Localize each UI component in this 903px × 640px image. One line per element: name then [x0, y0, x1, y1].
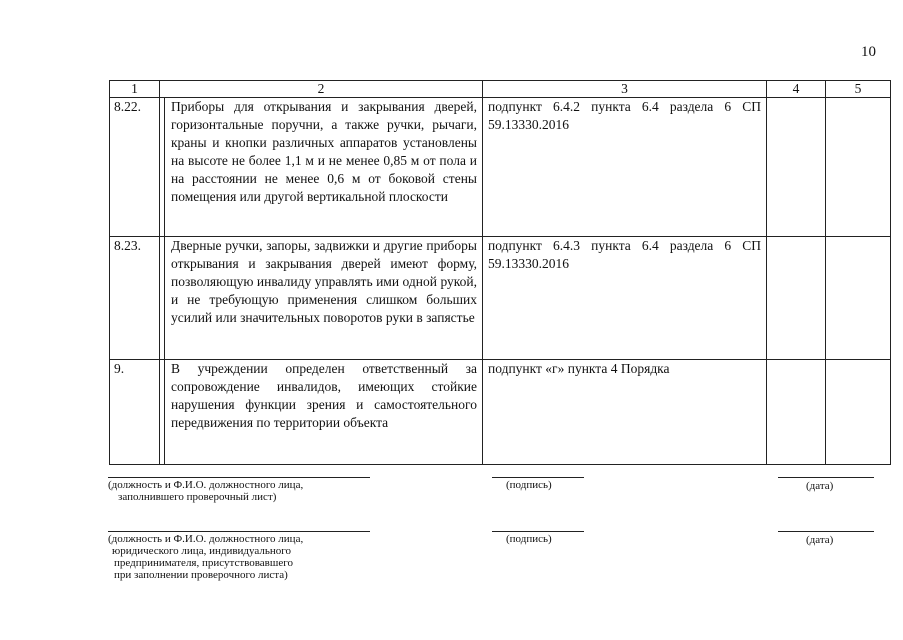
requirement-cell	[160, 98, 483, 237]
requirement-text: В учреждении определен ответственный за сопровождение инвалидов, имеющих стойкие нарушения функции зрения и самостоятельного передвижения по территории объекта	[164, 360, 482, 464]
header-cell-5: 5	[826, 81, 891, 98]
answer-cell-5[interactable]	[826, 98, 891, 237]
requirement-cell	[160, 360, 483, 465]
date-label: (дата)	[806, 480, 834, 492]
signature-label: (подпись)	[506, 479, 552, 491]
row-number: 8.23.	[110, 237, 160, 360]
date-line	[778, 477, 874, 478]
answer-cell-4[interactable]	[767, 98, 826, 237]
position-label: предпринимателя, присутствовавшего	[114, 557, 293, 569]
signature-line	[492, 477, 584, 478]
position-label: при заполнении проверочного листа)	[114, 569, 288, 581]
reference-text: подпункт 6.4.2 пункта 6.4 раздела 6 СП 59.13330.2016	[483, 98, 767, 237]
date-label: (дата)	[806, 534, 834, 546]
reference-text: подпункт «г» пункта 4 Порядка	[483, 360, 767, 465]
requirement-text: Дверные ручки, запоры, задвижки и другие приборы открывания и закрывания дверей имеют форму, позволяющую инвалиду управлять ими одной рукой, и не требующую применения слишком больших усилий или значительных поворотов руки в запястье	[164, 237, 482, 359]
position-label: (должность и Ф.И.О. должностного лица,	[108, 533, 304, 545]
reference-text: подпункт 6.4.3 пункта 6.4 раздела 6 СП 59.13330.2016	[483, 237, 767, 360]
table-row	[110, 237, 891, 360]
requirement-text: Приборы для открывания и закрывания дверей, горизонтальные поручни, а также ручки, рычаги, краны и кнопки различных аппаратов установлены на высоте не более 1,1 м и не менее 0,85 м от пола и на расстоянии не менее 0,6 м от боковой стены помещения или другой вертикальной плоскости	[164, 98, 482, 236]
answer-cell-4[interactable]	[767, 237, 826, 360]
position-signature-line	[108, 531, 370, 532]
table-row	[110, 360, 891, 465]
position-label: заполнившего проверочный лист)	[118, 491, 277, 503]
answer-cell-4[interactable]	[767, 360, 826, 465]
table-header-row	[110, 81, 891, 98]
header-cell-4: 4	[767, 81, 826, 98]
table-row	[110, 98, 891, 237]
signature-line	[492, 531, 584, 532]
row-number: 8.22.	[110, 98, 160, 237]
signature-label: (подпись)	[506, 533, 552, 545]
header-cell-1: 1	[110, 81, 160, 98]
position-signature-line	[108, 477, 370, 478]
position-label: юридического лица, индивидуального	[112, 545, 291, 557]
row-number: 9.	[110, 360, 160, 465]
requirement-cell	[160, 237, 483, 360]
header-cell-3: 3	[483, 81, 767, 98]
checklist-table	[109, 80, 891, 465]
header-cell-2: 2	[160, 81, 483, 98]
page-number: 10	[861, 44, 876, 60]
answer-cell-5[interactable]	[826, 360, 891, 465]
position-label: (должность и Ф.И.О. должностного лица,	[108, 479, 304, 491]
date-line	[778, 531, 874, 532]
answer-cell-5[interactable]	[826, 237, 891, 360]
